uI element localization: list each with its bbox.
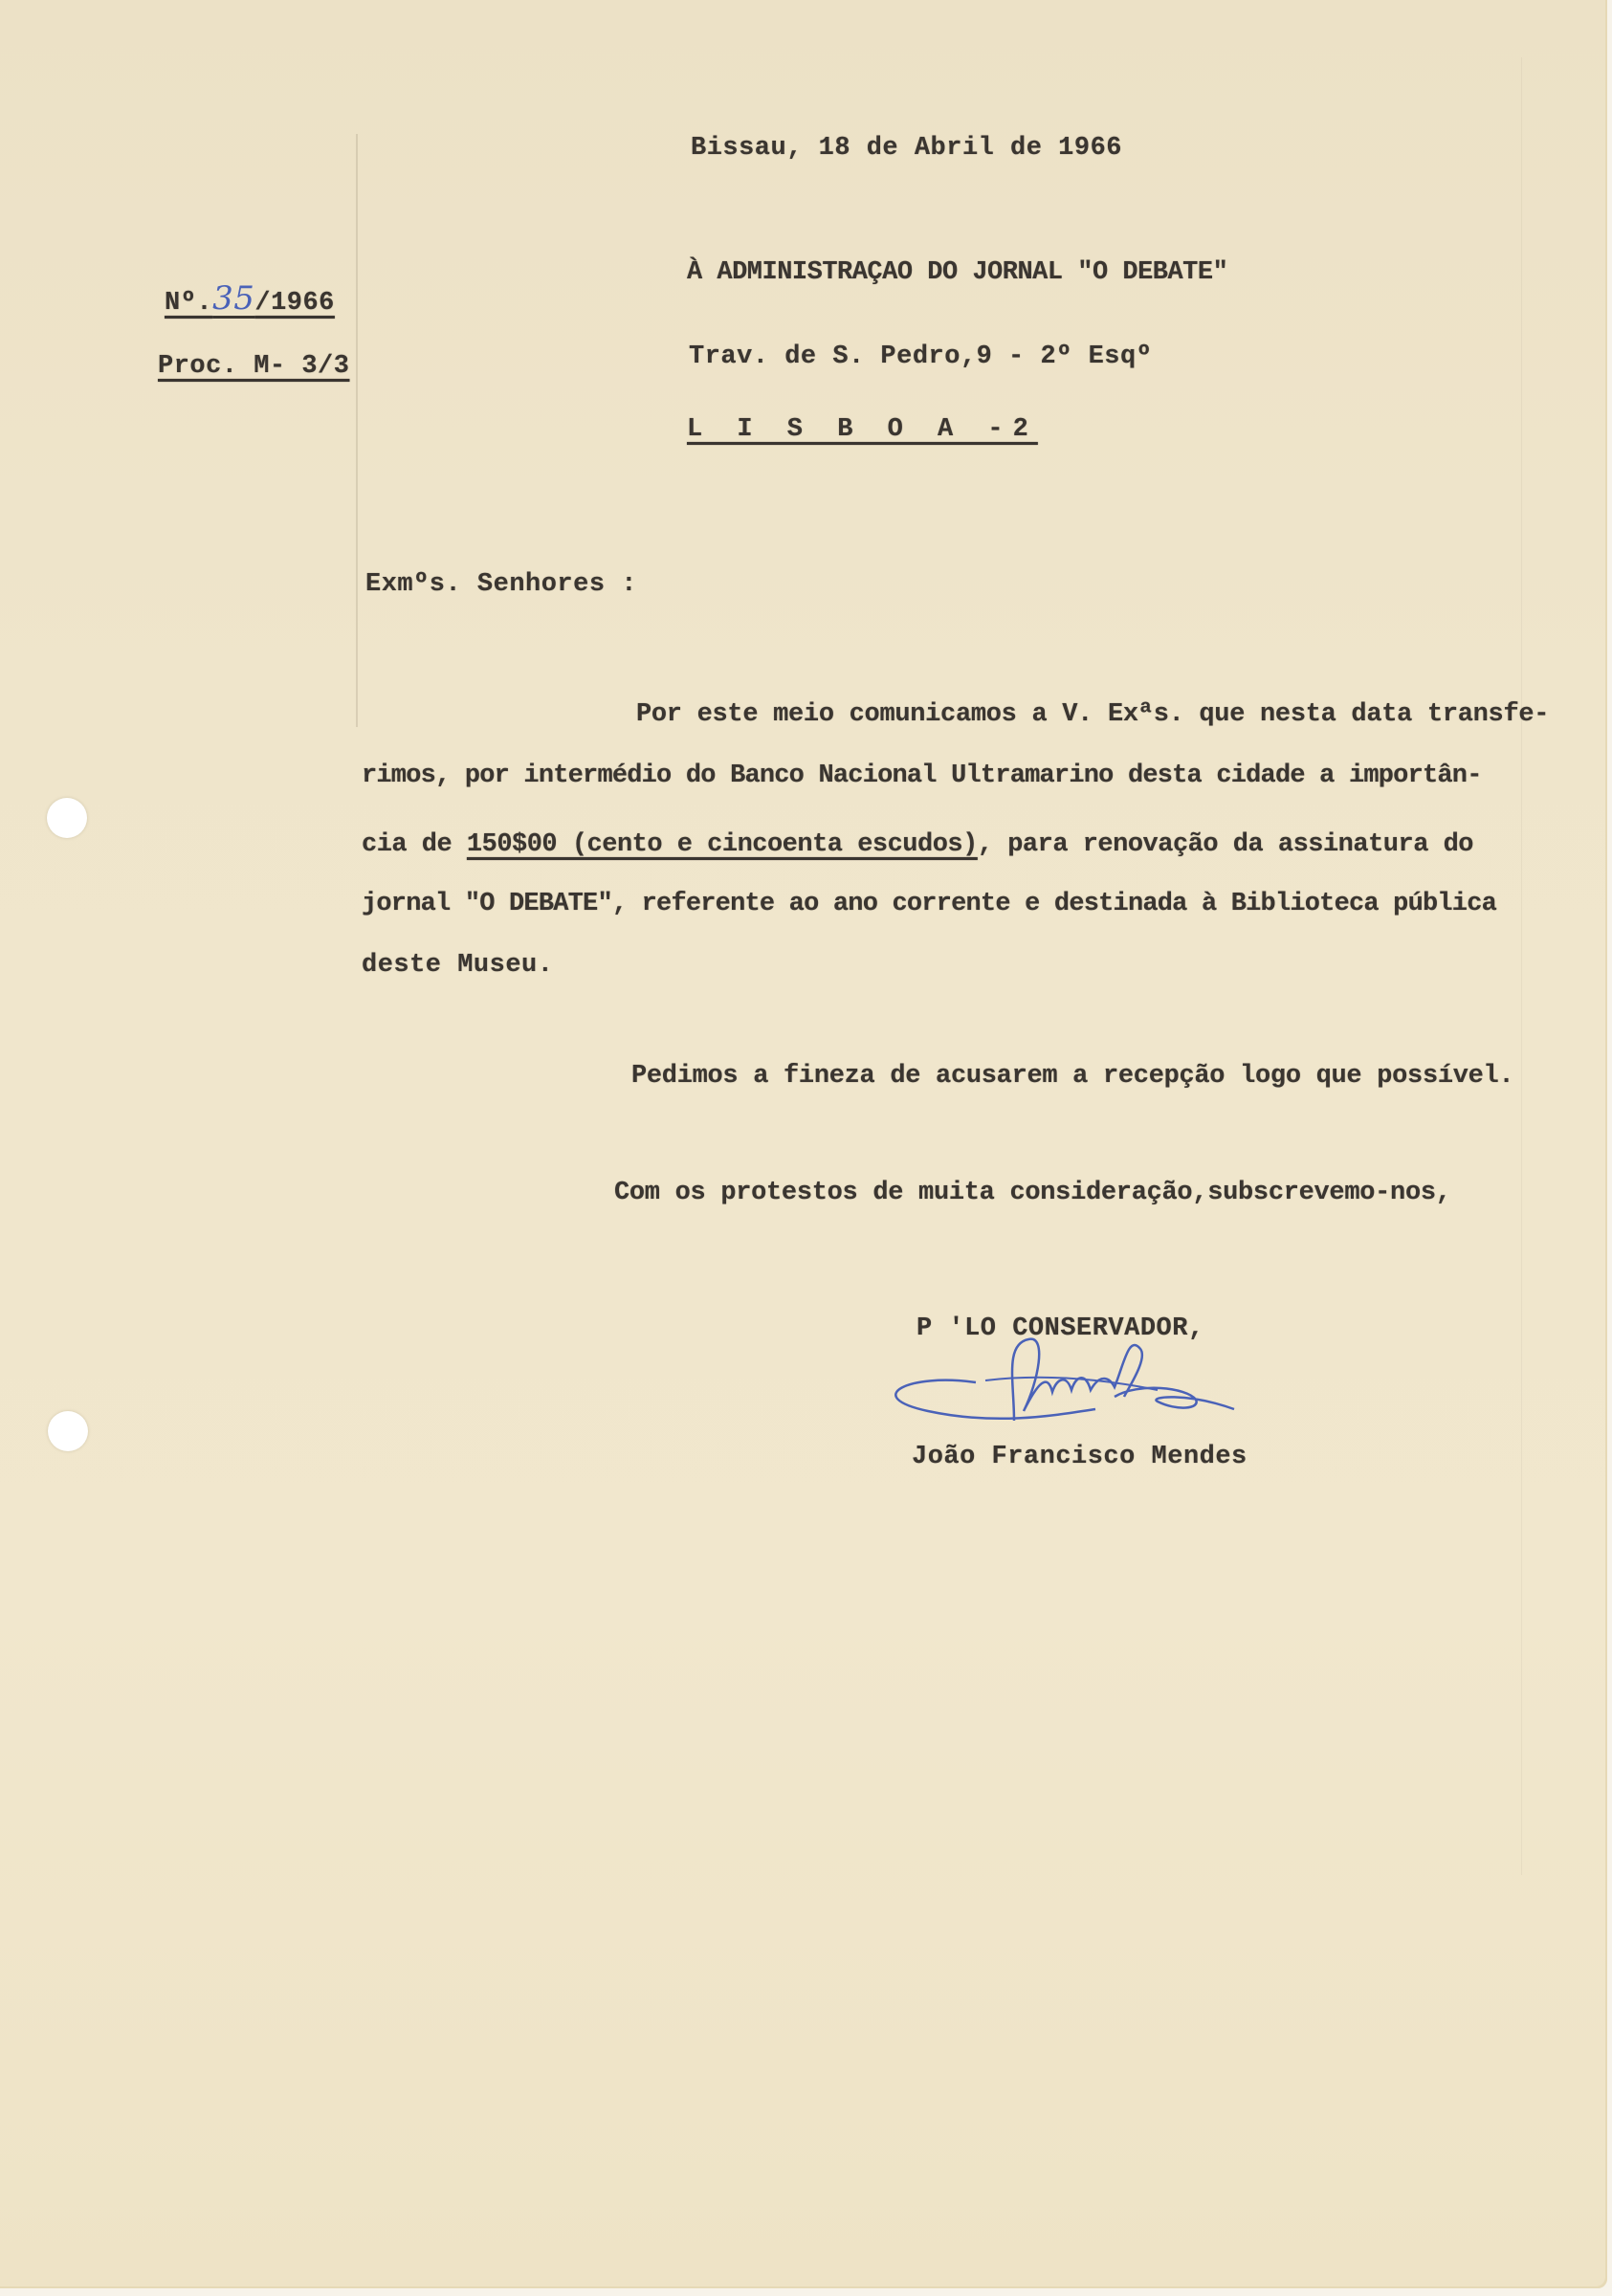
body-line-3-prefix: cia de xyxy=(362,830,467,859)
recipient-city: L I S B O A -2 xyxy=(687,415,1038,444)
punch-hole-top xyxy=(47,798,87,838)
paper-crease xyxy=(1521,57,1522,1875)
paper-crease xyxy=(356,134,358,727)
transfer-amount: 150$00 (cento e cincoenta escudos) xyxy=(466,830,978,859)
request-paragraph: Pedimos a fineza de acusarem a recepção logo que possível. xyxy=(631,1062,1514,1091)
reference-year: /1966 xyxy=(254,289,335,318)
reference-prefix: Nº. xyxy=(165,289,213,318)
punch-hole-bottom xyxy=(48,1411,88,1451)
reference-number xyxy=(165,279,335,318)
body-line-1: Por este meio comunicamos a V. Exªs. que nesta data transfe- xyxy=(636,700,1550,729)
salutation: Exmºs. Senhores : xyxy=(365,570,637,599)
body-line-3 xyxy=(362,830,1473,859)
signature-on-behalf: P 'LO CONSERVADOR, xyxy=(916,1314,1204,1343)
body-line-5: deste Museu. xyxy=(362,951,554,980)
body-line-4: jornal "O DEBATE", referente ao ano corrente e destinada à Biblioteca pública xyxy=(362,890,1497,918)
date-line: Bissau, 18 de Abril de 1966 xyxy=(691,134,1122,163)
handwritten-number: 35 xyxy=(212,279,255,318)
recipient-address: Trav. de S. Pedro,9 - 2º Esqº xyxy=(689,342,1153,371)
process-reference: Proc. M- 3/3 xyxy=(158,352,350,381)
handwritten-signature-icon xyxy=(871,1306,1253,1430)
signatory-name: João Francisco Mendes xyxy=(912,1443,1248,1471)
recipient-name: À ADMINISTRAÇAO DO JORNAL "O DEBATE" xyxy=(687,258,1228,287)
closing-line: Com os protestos de muita consideração,subscrevemo-nos, xyxy=(614,1179,1451,1207)
body-line-3-suffix: , para renovação da assinatura do xyxy=(977,830,1473,859)
body-line-2: rimos, por intermédio do Banco Nacional Ultramarino desta cidade a importân- xyxy=(362,762,1482,790)
